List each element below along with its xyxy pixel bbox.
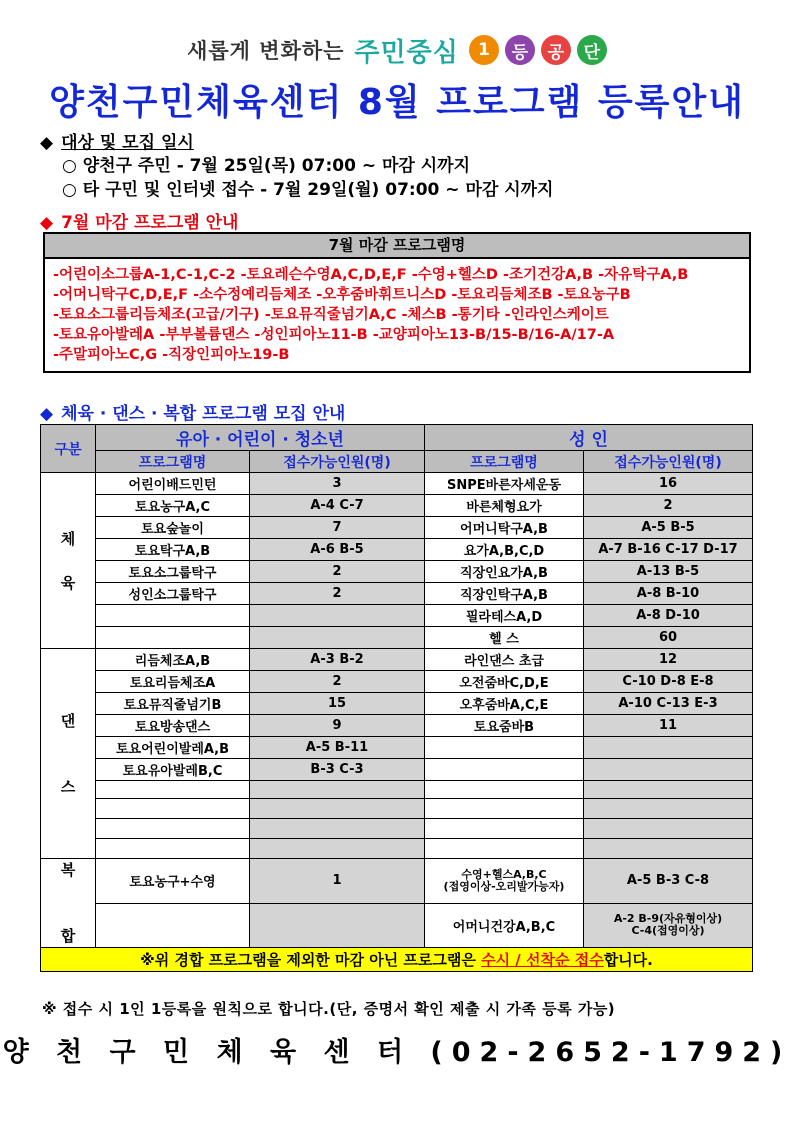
table-row [41, 693, 753, 715]
adult-program: 직장인탁구A,B [425, 583, 584, 605]
table-row [41, 627, 753, 649]
registration-note: ※ 접수 시 1인 1등록을 원칙으로 합니다.(단, 증명서 확인 제출 시 가족 등록 가능) [42, 1000, 616, 1018]
col-capacity-header: 접수가능인원(명) [584, 451, 753, 473]
youth-program: 토요농구A,C [96, 495, 250, 517]
adult-program [425, 799, 584, 819]
adult-capacity [584, 839, 753, 859]
adult-program: 어머니건강A,B,C [425, 903, 584, 948]
youth-program [96, 627, 250, 649]
youth-capacity: 2 [250, 583, 425, 605]
slogan-bubble: 등 [505, 35, 535, 65]
category-dance: 댄 스 [41, 649, 96, 859]
youth-program: 리듬체조A,B [96, 649, 250, 671]
youth-capacity: 2 [250, 671, 425, 693]
group-adult-header: 성 인 [425, 425, 753, 451]
table-row [41, 561, 753, 583]
table-row [41, 671, 753, 693]
adult-capacity: 60 [584, 627, 753, 649]
table-footer-row [41, 948, 753, 972]
adult-program: 수영+헬스A,B,C (접영이상-오리발가능자) [425, 859, 584, 904]
youth-program: 토요탁구A,B [96, 539, 250, 561]
youth-capacity: 1 [250, 859, 425, 904]
section-heading-text: 대상 및 모집 일시 [61, 133, 194, 153]
section-heading-text: 체육 · 댄스 · 복합 프로그램 모집 안내 [61, 404, 346, 424]
slogan-banner [0, 32, 794, 68]
adult-program [425, 839, 584, 859]
youth-program: 토요유아발레B,C [96, 759, 250, 781]
adult-capacity: 11 [584, 715, 753, 737]
slogan-bubble: 공 [541, 35, 571, 65]
table-row [41, 859, 753, 904]
youth-capacity [250, 903, 425, 948]
youth-program: 토요숲놀이 [96, 517, 250, 539]
group-youth-header: 유아 · 어린이 · 청소년 [96, 425, 425, 451]
youth-program: 토요리듬체조A [96, 671, 250, 693]
youth-program: 토요소그룹탁구 [96, 561, 250, 583]
adult-capacity: A-5 B-3 C-8 [584, 859, 753, 904]
table-row [41, 799, 753, 819]
table-row [41, 759, 753, 781]
slogan-accent: 주민중심 [354, 37, 459, 68]
youth-program: 성인소그룹탁구 [96, 583, 250, 605]
table-row [41, 539, 753, 561]
table-row [41, 819, 753, 839]
youth-capacity: A-6 B-5 [250, 539, 425, 561]
adult-program: 토요줌바B [425, 715, 584, 737]
youth-capacity: 9 [250, 715, 425, 737]
adult-capacity [584, 781, 753, 799]
adult-program: 바른체형요가 [425, 495, 584, 517]
section-heading-recruit [40, 399, 345, 424]
table-row [41, 781, 753, 799]
adult-capacity: A-13 B-5 [584, 561, 753, 583]
slogan-bubble: 단 [577, 35, 607, 65]
adult-program: 오전줌바C,D,E [425, 671, 584, 693]
youth-capacity [250, 781, 425, 799]
adult-program: 직장인요가A,B [425, 561, 584, 583]
adult-capacity: 16 [584, 473, 753, 495]
adult-program: 요가A,B,C,D [425, 539, 584, 561]
adult-capacity: A-8 B-10 [584, 583, 753, 605]
youth-capacity: 3 [250, 473, 425, 495]
closed-programs-line: -주말피아노C,G -직장인피아노19-B [53, 347, 290, 363]
youth-program [96, 799, 250, 819]
col-category-header: 구분 [41, 425, 96, 473]
youth-program: 토요방송댄스 [96, 715, 250, 737]
closed-programs-line: -토요소그룹리듬체조(고급/기구) -토요뮤직줄넘기A,C -체스B -통기타 -인라인스케이트 [53, 307, 609, 323]
closed-programs-box [43, 232, 751, 373]
adult-program: 어머니탁구A,B [425, 517, 584, 539]
adult-program: SNPE바른자세운동 [425, 473, 584, 495]
youth-capacity: 7 [250, 517, 425, 539]
youth-capacity: 15 [250, 693, 425, 715]
col-capacity-header: 접수가능인원(명) [250, 451, 425, 473]
youth-program [96, 819, 250, 839]
adult-capacity: C-10 D-8 E-8 [584, 671, 753, 693]
schedule-line-others: ○ 타 구민 및 인터넷 접수 - 7월 29일(월) 07:00 ~ 마감 시까지 [62, 180, 554, 200]
schedule-line-residents: ○ 양천구 주민 - 7월 25일(목) 07:00 ~ 마감 시까지 [62, 156, 471, 176]
program-table [40, 424, 753, 972]
youth-capacity [250, 839, 425, 859]
youth-capacity: A-3 B-2 [250, 649, 425, 671]
adult-capacity: A-2 B-9(자유형이상) C-4(접영이상) [584, 903, 753, 948]
table-row [41, 605, 753, 627]
table-row [41, 495, 753, 517]
closed-programs-list [45, 259, 749, 371]
adult-program [425, 781, 584, 799]
youth-program: 어린이배드민턴 [96, 473, 250, 495]
adult-program: 오후줌바A,C,E [425, 693, 584, 715]
youth-capacity [250, 605, 425, 627]
youth-capacity: A-5 B-11 [250, 737, 425, 759]
diamond-icon: ◆ [40, 213, 54, 233]
adult-capacity [584, 819, 753, 839]
closed-programs-line: -어머니탁구C,D,E,F -소수정예리듬체조 -오후줌바휘트니스D -토요리듬체조B -토요농구B [53, 287, 631, 303]
youth-capacity [250, 799, 425, 819]
table-row [41, 649, 753, 671]
adult-capacity: A-7 B-16 C-17 D-17 [584, 539, 753, 561]
youth-capacity [250, 819, 425, 839]
youth-program [96, 781, 250, 799]
footer-highlight: 수시 / 선착순 접수 [481, 951, 604, 969]
footer-prefix: ※위 경합 프로그램을 제외한 마감 아닌 프로그램은 [140, 951, 482, 969]
slogan-bubbles [469, 35, 607, 65]
col-program-header: 프로그램명 [425, 451, 584, 473]
col-program-header: 프로그램명 [96, 451, 250, 473]
youth-program [96, 605, 250, 627]
closed-programs-line: -어린이소그룹A-1,C-1,C-2 -토요레슨수영A,C,D,E,F -수영+헬스D -조기건강A,B -자유탁구A,B [53, 267, 689, 283]
category-sports: 체 육 [41, 473, 96, 649]
adult-capacity: 2 [584, 495, 753, 517]
youth-capacity: 2 [250, 561, 425, 583]
table-row [41, 583, 753, 605]
adult-program [425, 759, 584, 781]
youth-program: 토요어린이발레A,B [96, 737, 250, 759]
youth-capacity: A-4 C-7 [250, 495, 425, 517]
closed-programs-header: 7월 마감 프로그램명 [45, 234, 749, 259]
adult-program: 라인댄스 초급 [425, 649, 584, 671]
diamond-icon: ◆ [40, 133, 54, 153]
section-heading-closed [40, 208, 238, 233]
table-row [41, 715, 753, 737]
table-row [41, 473, 753, 495]
closed-programs-line: -토요유아발레A -부부볼륨댄스 -성인피아노11-B -교양피아노13-B/15-B/16-A/17-A [53, 327, 615, 343]
table-footer-note [41, 948, 753, 972]
table-row [41, 839, 753, 859]
adult-capacity [584, 737, 753, 759]
category-combo: 복 합 [41, 859, 96, 948]
youth-program: 토요뮤직줄넘기B [96, 693, 250, 715]
youth-capacity [250, 627, 425, 649]
youth-capacity: B-3 C-3 [250, 759, 425, 781]
adult-capacity [584, 759, 753, 781]
adult-capacity: A-5 B-5 [584, 517, 753, 539]
table-row [41, 903, 753, 948]
diamond-icon: ◆ [40, 404, 54, 424]
youth-program: 토요농구+수영 [96, 859, 250, 904]
adult-capacity: A-8 D-10 [584, 605, 753, 627]
adult-program [425, 819, 584, 839]
slogan-main: 새롭게 변화하는 [187, 39, 345, 63]
table-row [41, 517, 753, 539]
page-title: 양천구민체육센터 8월 프로그램 등록안내 [49, 82, 745, 123]
youth-program [96, 903, 250, 948]
adult-capacity: 12 [584, 649, 753, 671]
center-name-phone: 양 천 구 민 체 육 센 터 (02-2652-1792) [2, 1037, 792, 1068]
adult-program: 헬 스 [425, 627, 584, 649]
adult-capacity [584, 799, 753, 819]
section-heading-text: 7월 마감 프로그램 안내 [61, 213, 239, 233]
adult-program [425, 737, 584, 759]
slogan-bubble: 1 [469, 35, 499, 65]
table-row [41, 737, 753, 759]
adult-program: 필라테스A,D [425, 605, 584, 627]
youth-program [96, 839, 250, 859]
footer-suffix: 합니다. [603, 951, 653, 969]
section-heading-schedule [40, 128, 194, 153]
adult-capacity: A-10 C-13 E-3 [584, 693, 753, 715]
